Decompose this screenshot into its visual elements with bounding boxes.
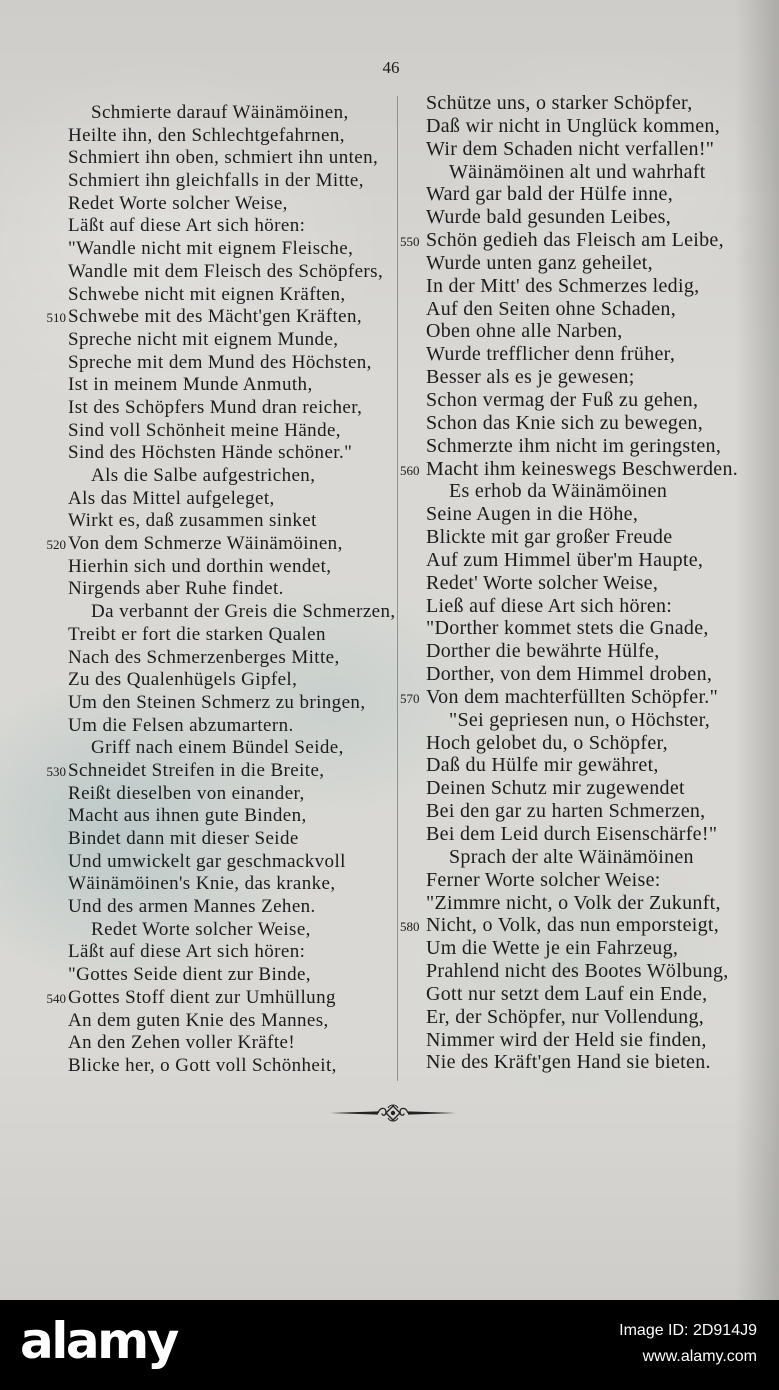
right-column bbox=[396, 92, 772, 1074]
verse-text: Blicke her, o Gott voll Schönheit, bbox=[68, 1054, 337, 1076]
verse-text: Zu des Qualenhügels Gipfel, bbox=[68, 669, 298, 691]
verse-line bbox=[40, 1055, 397, 1078]
verse-text: Treibt er fort die starken Qualen bbox=[68, 623, 326, 645]
verse-line bbox=[396, 206, 772, 229]
verse-text: "Wandle nicht mit eignem Fleische, bbox=[68, 238, 354, 260]
verse-text: Griff nach einem Bündel Seide, bbox=[91, 737, 344, 759]
verse-text: Und des armen Mannes Zehen. bbox=[68, 896, 316, 918]
verse-text: Spreche mit dem Mund des Höchsten, bbox=[68, 351, 372, 373]
verse-line bbox=[396, 366, 772, 389]
verse-line bbox=[396, 1029, 772, 1052]
line-number: 570 bbox=[400, 690, 420, 706]
verse-line bbox=[40, 556, 397, 579]
verse-text: Ferner Worte solcher Weise: bbox=[426, 868, 661, 891]
line-number: 510 bbox=[46, 310, 66, 326]
verse-text: Wir dem Schaden nicht verfallen!" bbox=[426, 137, 715, 160]
verse-text: Heilte ihn, den Schlechtgefahrnen, bbox=[68, 124, 345, 146]
verse-text: An den Zehen voller Kräfte! bbox=[68, 1032, 296, 1054]
verse-line bbox=[40, 760, 397, 783]
verse-line bbox=[40, 805, 397, 828]
verse-line bbox=[40, 624, 397, 647]
verse-line bbox=[40, 442, 397, 465]
verse-line bbox=[40, 306, 397, 329]
verse-text: Gott nur setzt dem Lauf ein Ende, bbox=[426, 982, 708, 1005]
verse-text: An dem guten Knie des Mannes, bbox=[68, 1009, 329, 1031]
verse-text: Macht ihm keineswegs Beschwerden. bbox=[426, 457, 739, 480]
verse-line bbox=[396, 435, 772, 458]
verse-line bbox=[40, 1032, 397, 1055]
verse-text: Hierhin sich und dorthin wendet, bbox=[68, 555, 332, 577]
verse-text: Schwebe nicht mit eignen Kräften, bbox=[68, 283, 346, 305]
verse-line bbox=[396, 275, 772, 298]
verse-line bbox=[40, 828, 397, 851]
verse-text: Als das Mittel aufgeleget, bbox=[68, 487, 275, 509]
verse-text: Schmierte darauf Wäinämöinen, bbox=[91, 102, 349, 123]
verse-text: Dorther, von dem Himmel droben, bbox=[426, 663, 713, 686]
verse-text: "Sei gepriesen nun, o Höchster, bbox=[449, 708, 711, 731]
verse-text: Wirkt es, daß zusammen sinket bbox=[68, 510, 317, 532]
verse-line bbox=[396, 595, 772, 618]
verse-text: Um den Steinen Schmerz zu bringen, bbox=[68, 691, 366, 713]
verse-text: Nicht, o Volk, das nun emporsteigt, bbox=[426, 914, 720, 937]
verse-line bbox=[396, 549, 772, 572]
verse-text: Auf zum Himmel über'm Haupte, bbox=[426, 548, 704, 571]
verse-line bbox=[396, 800, 772, 823]
verse-line bbox=[40, 261, 397, 284]
site-url-label: www.alamy.com bbox=[642, 1348, 757, 1365]
verse-text: Es erhob da Wäinämöinen bbox=[449, 480, 668, 503]
verse-text: Seine Augen in die Höhe, bbox=[426, 503, 639, 526]
verse-line bbox=[40, 964, 397, 987]
verse-line bbox=[40, 397, 397, 420]
line-number: 520 bbox=[46, 537, 66, 553]
verse-text: Daß du Hülfe mir gewähret, bbox=[426, 754, 659, 777]
verse-line bbox=[396, 617, 772, 640]
verse-text: Hoch gelobet du, o Schöpfer, bbox=[426, 731, 668, 754]
verse-line bbox=[40, 851, 397, 874]
verse-line bbox=[396, 503, 772, 526]
verse-line bbox=[396, 983, 772, 1006]
verse-text: Wurde trefflicher denn früher, bbox=[426, 343, 676, 366]
verse-line bbox=[40, 352, 397, 375]
left-column bbox=[40, 102, 397, 1078]
verse-line bbox=[40, 215, 397, 238]
verse-line bbox=[40, 896, 397, 919]
verse-line bbox=[40, 533, 397, 556]
verse-text: Dorther die bewährte Hülfe, bbox=[426, 640, 660, 663]
verse-line bbox=[40, 1010, 397, 1033]
verse-text: Wurde unten ganz geheilet, bbox=[426, 251, 653, 274]
verse-line bbox=[40, 193, 397, 216]
verse-line bbox=[396, 709, 772, 732]
verse-text: Bei den gar zu harten Schmerzen, bbox=[426, 800, 706, 823]
verse-line bbox=[396, 686, 772, 709]
line-number: 580 bbox=[400, 919, 420, 935]
verse-text: Schmiert ihn oben, schmiert ihn unten, bbox=[68, 147, 379, 169]
verse-line bbox=[396, 640, 772, 663]
verse-line bbox=[396, 937, 772, 960]
verse-line bbox=[40, 601, 397, 624]
verse-line bbox=[40, 488, 397, 511]
verse-text: Oben ohne alle Narben, bbox=[426, 320, 623, 343]
verse-text: Ist in meinem Munde Anmuth, bbox=[68, 374, 313, 396]
verse-line bbox=[396, 914, 772, 937]
verse-line bbox=[396, 1006, 772, 1029]
verse-text: Schön gedieh das Fleisch am Leibe, bbox=[426, 229, 724, 252]
verse-line bbox=[40, 329, 397, 352]
verse-text: Ist des Schöpfers Mund dran reicher, bbox=[68, 396, 363, 418]
verse-text: Nie des Kräft'gen Hand sie bieten. bbox=[426, 1051, 711, 1074]
verse-text: Wurde bald gesunden Leibes, bbox=[426, 206, 671, 229]
verse-text: Läßt auf diese Art sich hören: bbox=[68, 215, 306, 237]
verse-line bbox=[396, 663, 772, 686]
line-number: 550 bbox=[400, 234, 420, 250]
verse-text: Um die Wette je ein Fahrzeug, bbox=[426, 937, 679, 960]
verse-line bbox=[396, 252, 772, 275]
verse-line bbox=[40, 669, 397, 692]
verse-text: Sind voll Schönheit meine Hände, bbox=[68, 419, 341, 441]
verse-text: Sprach der alte Wäinämöinen bbox=[449, 845, 694, 868]
verse-line bbox=[40, 873, 397, 896]
verse-text: Da verbannt der Greis die Schmerzen, bbox=[91, 601, 396, 623]
verse-line bbox=[396, 458, 772, 481]
verse-line bbox=[40, 647, 397, 670]
verse-line bbox=[40, 737, 397, 760]
verse-text: Deinen Schutz mir zugewendet bbox=[426, 777, 685, 800]
verse-line bbox=[396, 526, 772, 549]
verse-text: Nirgends aber Ruhe findet. bbox=[68, 578, 284, 600]
line-number: 540 bbox=[46, 990, 66, 1006]
verse-line bbox=[40, 170, 397, 193]
verse-text: "Gottes Seide dient zur Binde, bbox=[68, 964, 311, 986]
verse-line bbox=[396, 777, 772, 800]
verse-text: Bei dem Leid durch Eisenschärfe!" bbox=[426, 823, 718, 845]
verse-text: Macht aus ihnen gute Binden, bbox=[68, 805, 307, 827]
alamy-logo: alamy bbox=[20, 1312, 177, 1370]
verse-line bbox=[396, 229, 772, 252]
watermark-footer bbox=[0, 1300, 779, 1390]
verse-line bbox=[396, 412, 772, 435]
verse-line bbox=[40, 374, 397, 397]
verse-line bbox=[396, 480, 772, 503]
verse-text: Wandle mit dem Fleisch des Schöpfers, bbox=[68, 260, 384, 282]
verse-text: Und umwickelt gar geschmackvoll bbox=[68, 850, 346, 872]
verse-line bbox=[396, 869, 772, 892]
verse-line bbox=[40, 102, 397, 125]
verse-text: Redet' Worte solcher Weise, bbox=[426, 571, 659, 594]
verse-text: Als die Salbe aufgestrichen, bbox=[91, 465, 316, 486]
verse-line bbox=[40, 465, 397, 488]
verse-text: "Dorther kommet stets die Gnade, bbox=[426, 617, 709, 640]
verse-text: Prahlend nicht des Bootes Wölbung, bbox=[426, 960, 729, 983]
verse-text: Sind des Höchsten Hände schöner." bbox=[68, 442, 353, 464]
verse-line bbox=[396, 892, 772, 915]
verse-line bbox=[396, 138, 772, 161]
verse-line bbox=[396, 754, 772, 777]
verse-line bbox=[40, 919, 397, 942]
verse-text: Um die Felsen abzumartern. bbox=[68, 714, 294, 736]
verse-line bbox=[396, 161, 772, 184]
verse-text: Besser als es je gewesen; bbox=[426, 366, 635, 389]
verse-line bbox=[396, 960, 772, 983]
verse-text: Reißt dieselben von einander, bbox=[68, 782, 305, 804]
line-number: 530 bbox=[46, 763, 66, 779]
verse-text: Wäinämöinen alt und wahrhaft bbox=[449, 160, 706, 183]
verse-text: Schon vermag der Fuß zu gehen, bbox=[426, 388, 699, 411]
verse-line bbox=[396, 298, 772, 321]
verse-line bbox=[40, 147, 397, 170]
verse-text: Blickte mit gar großer Freude bbox=[426, 526, 673, 549]
verse-line bbox=[396, 572, 772, 595]
line-number: 560 bbox=[400, 462, 420, 478]
page-number: 46 bbox=[382, 58, 400, 77]
verse-text: Er, der Schöpfer, nur Vollendung, bbox=[426, 1005, 705, 1028]
verse-line bbox=[40, 715, 397, 738]
verse-text: Schmiert ihn gleichfalls in der Mitte, bbox=[68, 170, 364, 192]
verse-text: Ließ auf diese Art sich hören: bbox=[426, 594, 673, 617]
image-id-label: Image ID: 2D914J9 bbox=[619, 1322, 757, 1339]
verse-text: Daß wir nicht in Unglück kommen, bbox=[426, 114, 720, 137]
verse-text: Schmerzte ihm nicht im geringsten, bbox=[426, 434, 722, 457]
verse-text: Bindet dann mit dieser Seide bbox=[68, 828, 299, 849]
verse-text: Von dem machterfüllten Schöpfer." bbox=[426, 685, 719, 708]
verse-text: Redet Worte solcher Weise, bbox=[68, 192, 288, 214]
verse-line bbox=[40, 510, 397, 533]
verse-line bbox=[40, 238, 397, 261]
verse-line bbox=[40, 420, 397, 443]
verse-line bbox=[396, 92, 772, 115]
verse-line bbox=[40, 578, 397, 601]
verse-line bbox=[40, 783, 397, 806]
verse-text: Redet Worte solcher Weise, bbox=[91, 918, 311, 940]
verse-line bbox=[40, 125, 397, 148]
verse-line bbox=[40, 941, 397, 964]
verse-text: Schwebe mit des Mächt'gen Kräften, bbox=[68, 306, 363, 328]
verse-line bbox=[396, 183, 772, 206]
verse-line bbox=[396, 115, 772, 138]
verse-text: Von dem Schmerze Wäinämöinen, bbox=[68, 533, 343, 555]
verse-line bbox=[396, 320, 772, 343]
verse-line bbox=[40, 284, 397, 307]
verse-line bbox=[396, 732, 772, 755]
verse-text: Schon das Knie sich zu bewegen, bbox=[426, 411, 704, 434]
verse-line bbox=[40, 692, 397, 715]
verse-text: In der Mitt' des Schmerzes ledig, bbox=[426, 274, 700, 297]
verse-line bbox=[396, 389, 772, 412]
verse-text: "Zimmre nicht, o Volk der Zukunft, bbox=[426, 891, 721, 914]
verse-text: Schütze uns, o starker Schöpfer, bbox=[426, 92, 693, 114]
verse-text: Schneidet Streifen in die Breite, bbox=[68, 759, 325, 781]
verse-text: Wäinämöinen's Knie, das kranke, bbox=[68, 873, 336, 895]
verse-line bbox=[396, 823, 772, 846]
verse-text: Auf den Seiten ohne Schaden, bbox=[426, 297, 677, 320]
verse-line bbox=[396, 846, 772, 869]
verse-text: Gottes Stoff dient zur Umhüllung bbox=[68, 986, 336, 1008]
verse-text: Ward gar bald der Hülfe inne, bbox=[426, 183, 673, 206]
ornament-divider bbox=[328, 1102, 458, 1124]
verse-text: Nach des Schmerzenberges Mitte, bbox=[68, 646, 340, 668]
verse-line bbox=[40, 987, 397, 1010]
verse-text: Nimmer wird der Held sie finden, bbox=[426, 1028, 707, 1051]
verse-text: Läßt auf diese Art sich hören: bbox=[68, 941, 306, 963]
verse-line bbox=[396, 343, 772, 366]
verse-line bbox=[396, 1051, 772, 1074]
verse-text: Spreche nicht mit eignem Munde, bbox=[68, 328, 339, 350]
